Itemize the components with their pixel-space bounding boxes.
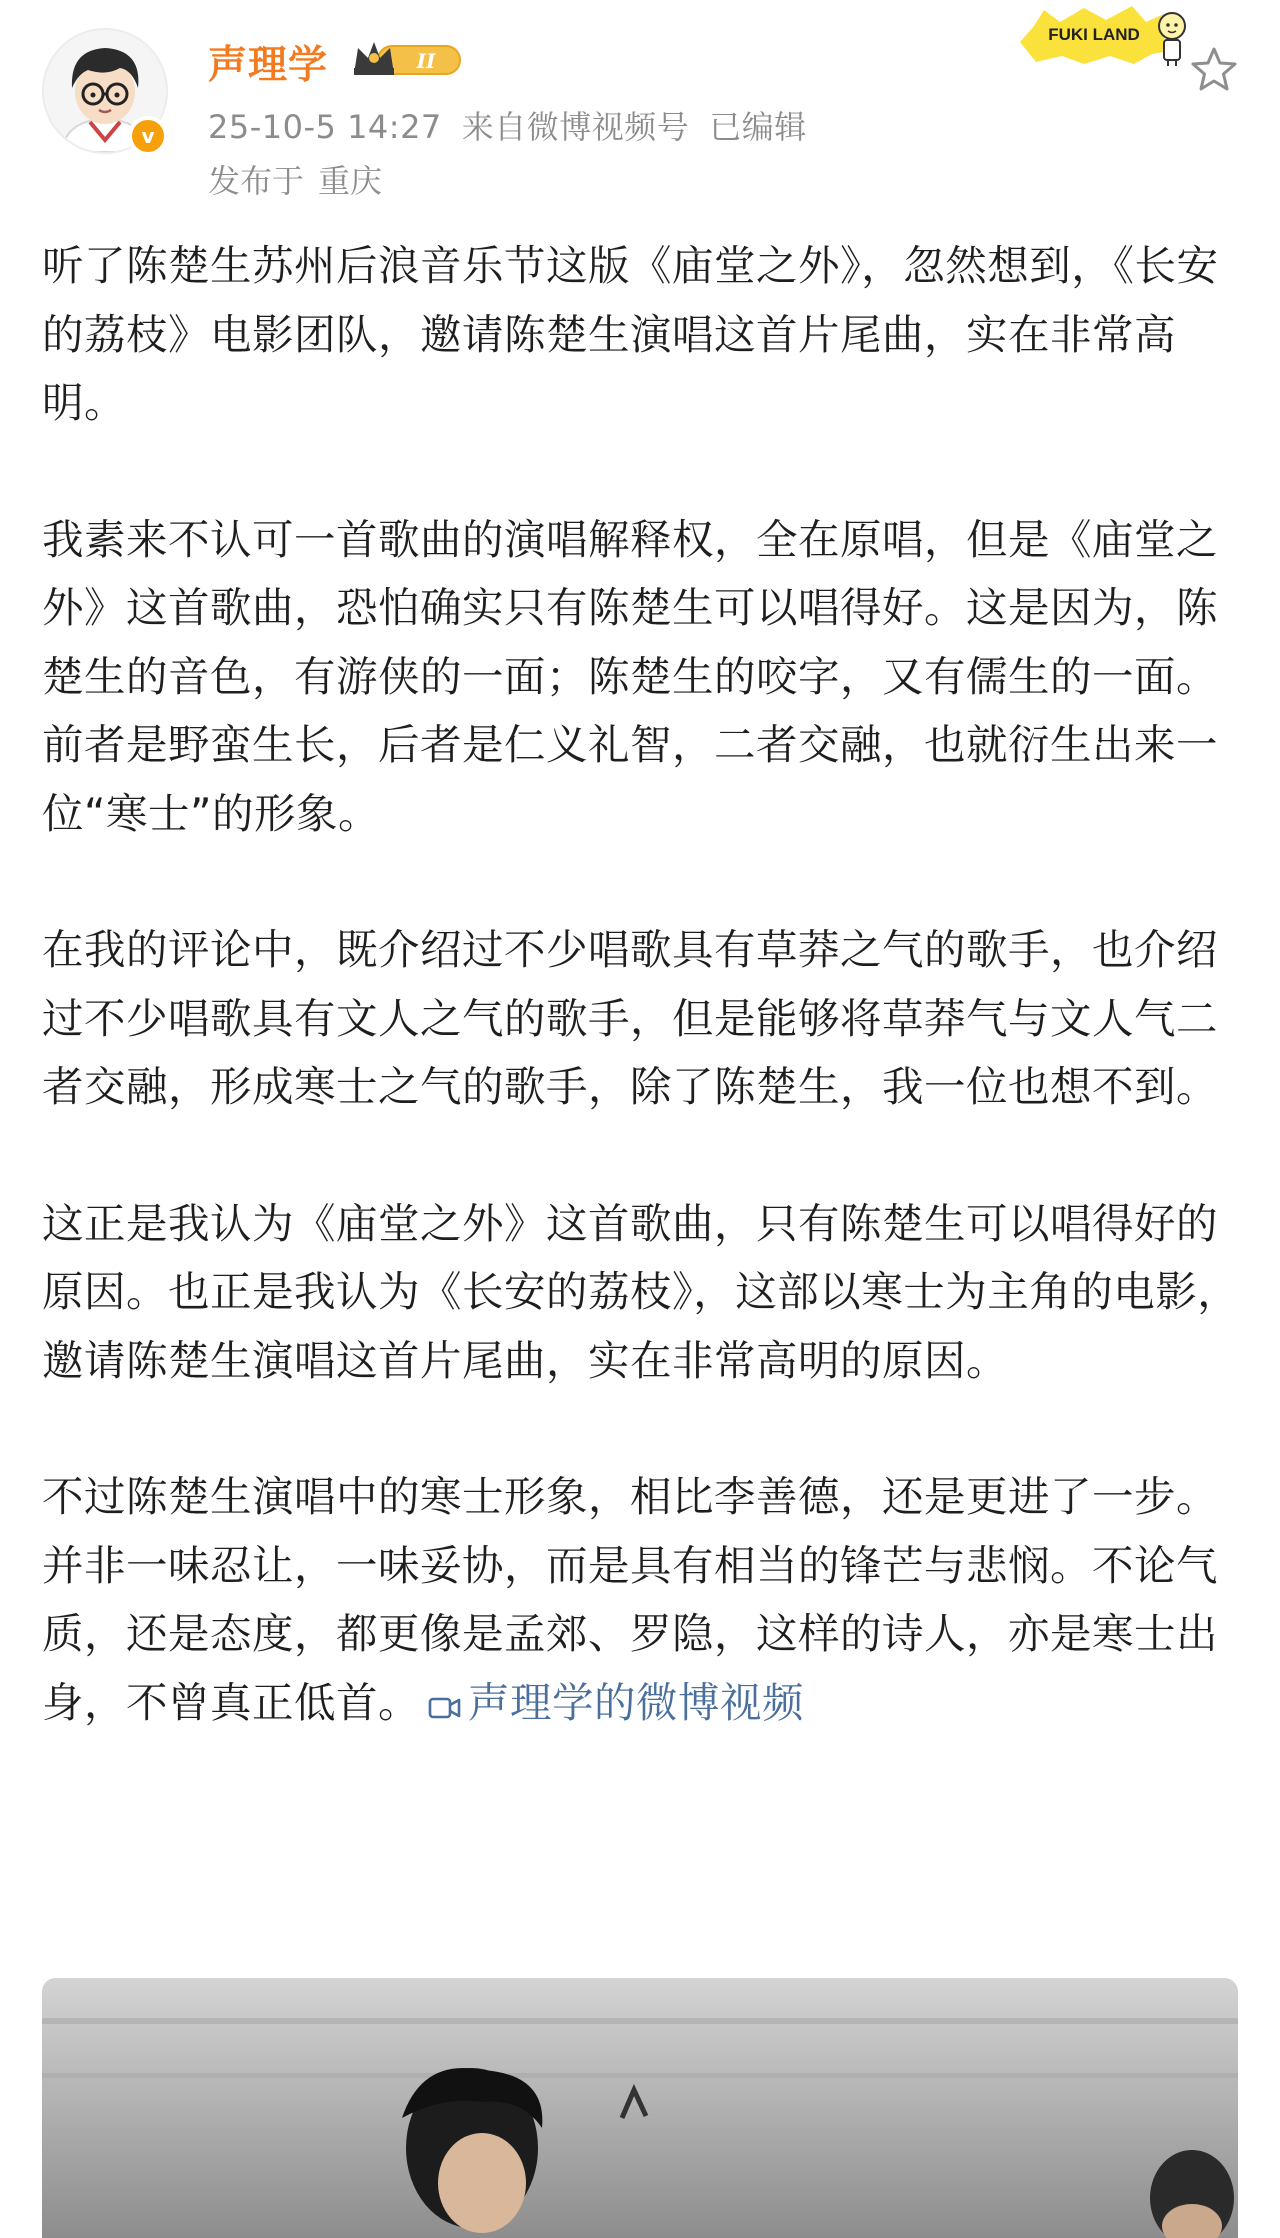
location-prefix: 发布于 <box>208 162 305 200</box>
video-link-label: 声理学的微博视频 <box>468 1677 805 1727</box>
location-name: 重庆 <box>318 162 383 200</box>
paragraph-1: 听了陈楚生苏州后浪音乐节这版《庙堂之外》，忽然想到，《长安的荔枝》电影团队，邀请陈楚生演唱这首片尾曲，实在非常高明。 <box>42 241 1219 427</box>
post-header <box>0 0 1280 210</box>
paragraph-5 <box>42 1463 1242 1737</box>
paragraph-2: 我素来不认可一首歌曲的演唱解释权，全在原唱，但是《庙堂之外》这首歌曲，恐怕确实只有陈楚生可以唱得好。这是因为，陈楚生的音色，有游侠的一面；陈楚生的咬字，又有儒生的一面。前者是野蛮生长，后者是仁义礼智，二者交融，也就衍生出来一位“寒士”的形象。 <box>42 514 1219 838</box>
paragraph-3: 在我的评论中，既介绍过不少唱歌具有草莽之气的歌手，也介绍过不少唱歌具有文人之气的歌手，但是能够将草莽气与文人气二者交融，形成寒士之气的歌手，除了陈楚生，我一位也想不到。 <box>42 925 1219 1111</box>
fuki-land-badge[interactable] <box>1014 2 1190 68</box>
edited-label[interactable]: 已编辑 <box>709 108 807 146</box>
author-name[interactable]: 声理学 <box>208 43 329 88</box>
video-link[interactable] <box>420 1678 804 1727</box>
post-body <box>42 232 1242 1737</box>
video-thumbnail[interactable] <box>42 1978 1238 2238</box>
verified-badge-icon: v <box>128 116 168 156</box>
video-camera-icon <box>428 1695 462 1721</box>
post-meta <box>208 102 807 148</box>
vip-level-label: II <box>416 49 436 73</box>
paragraph-5-text: 不过陈楚生演唱中的寒士形象，相比李善德，还是更进了一步。并非一味忍让，一味妥协，而是具有相当的锋芒与悲悯。不论气质，还是态度，都更像是孟郊、罗隐，这样的诗人，亦是寒士出身，不曾真正低首。 <box>42 1472 1219 1727</box>
star-outline-icon[interactable] <box>1188 44 1240 96</box>
fuki-land-label: FUKI LAND <box>1048 25 1140 44</box>
vip-crown-badge-icon[interactable] <box>350 38 466 82</box>
paragraph-4: 这正是我认为《庙堂之外》这首歌曲，只有陈楚生可以唱得好的原因。也正是我认为《长安的荔枝》，这部以寒士为主角的电影，邀请陈楚生演唱这首片尾曲，实在非常高明的原因。 <box>42 1198 1240 1385</box>
post-time: 25-10-5 14:27 <box>208 108 442 146</box>
video-thumbnail-image <box>42 1978 1238 2238</box>
post-source[interactable]: 来自微博视频号 <box>461 108 690 146</box>
post-location <box>208 156 382 202</box>
